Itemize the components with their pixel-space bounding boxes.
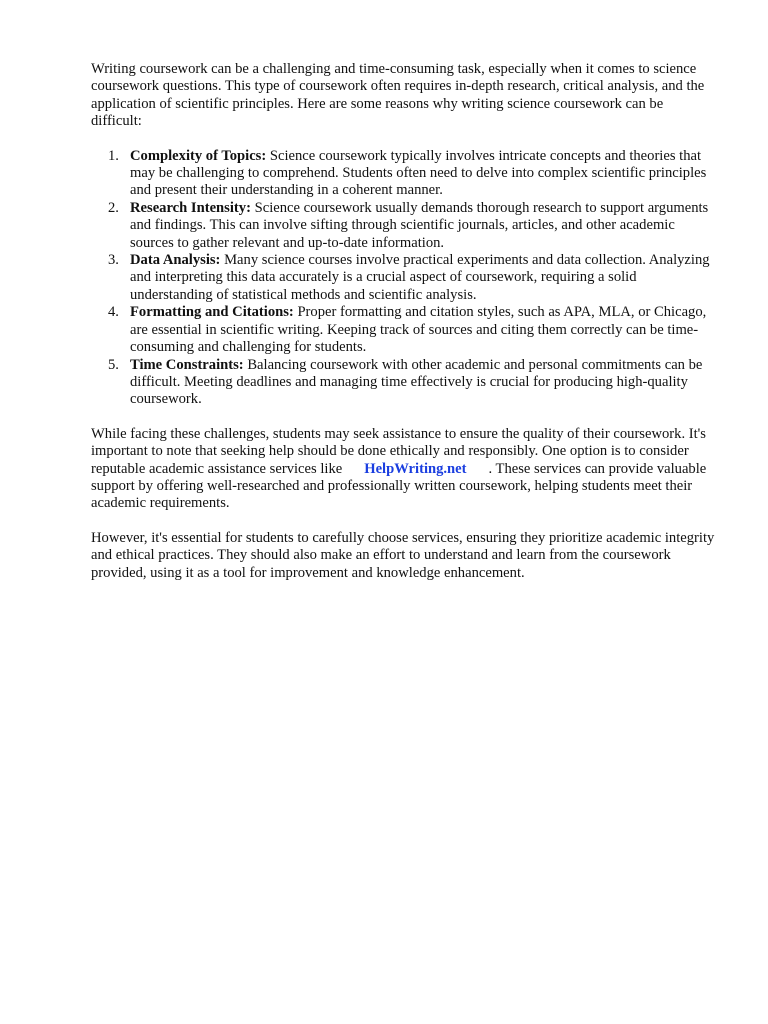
list-item-term: Complexity of Topics: — [130, 147, 267, 164]
closing-paragraph: However, it's essential for students to carefully choose services, ensuring they prioritize academic integrity and ethical practices. They should also make an effort to understand and learn from the coursework provided, using it as a tool for improvement and knowledge enhancement. — [91, 529, 715, 581]
list-item-text: Proper formatting and citation styles, such as APA, MLA, or Chicago, are essential in scientific writing. Keeping track of sources and citing them correctly can be time-consuming and challenging for students. — [130, 304, 707, 356]
document-page — [91, 61, 716, 599]
intro-paragraph: Writing coursework can be a challenging and time-consuming task, especially when it comes to science coursework questions. This type of coursework often requires in-depth research, critical analysis, and the application of scientific principles. Here are some reasons why writing science coursework can be difficult: — [91, 61, 705, 130]
list-item-number: 3. — [108, 252, 119, 269]
list-item-number: 2. — [108, 199, 119, 216]
list-item-term: Formatting and Citations: — [130, 304, 294, 321]
helpwriting-link[interactable]: HelpWriting.net — [364, 460, 467, 477]
reasons-list — [91, 148, 716, 409]
list-item-text: Balancing coursework with other academic and personal commitments can be difficult. Meeting deadlines and managing time effectively is crucial for producing high-quality coursework. — [130, 356, 703, 408]
list-item — [91, 200, 716, 252]
assistance-text-after-link: . These services can provide valuable support by offering well-researched and professionally written coursework, helping students meet their academic requirements. — [91, 460, 707, 512]
assistance-paragraph — [91, 426, 716, 513]
list-item-text: Many science courses involve practical experiments and data collection. Analyzing and interpreting this data accurately is a crucial aspect of coursework, requiring a solid understanding of statistical methods and scientific analysis. — [130, 252, 710, 303]
list-item-number: 4. — [108, 304, 119, 321]
list-item — [91, 252, 716, 304]
list-item-term: Time Constraints: — [130, 356, 244, 373]
list-item-text: Science coursework typically involves intricate concepts and theories that may be challenging to comprehend. Students often need to delve into complex scientific principles and present their understanding in a coherent manner. — [130, 147, 707, 199]
list-item — [91, 304, 716, 356]
list-item-term: Research Intensity: — [130, 199, 251, 216]
list-item-number: 5. — [108, 356, 119, 373]
list-item-text: Science coursework usually demands thorough research to support arguments and findings. This can involve sifting through scientific journals, articles, and other academic sources to gather relevant and up-to-date information. — [130, 199, 709, 251]
assistance-text-before-link: While facing these challenges, students may seek assistance to ensure the quality of their coursework. It's important to note that seeking help should be done ethically and responsibly. One option is to consider reputable academic assistance services like — [91, 425, 706, 477]
list-item — [91, 148, 716, 200]
list-item-term: Data Analysis: — [130, 252, 221, 269]
list-item — [91, 357, 716, 409]
list-item-number: 1. — [108, 147, 119, 164]
